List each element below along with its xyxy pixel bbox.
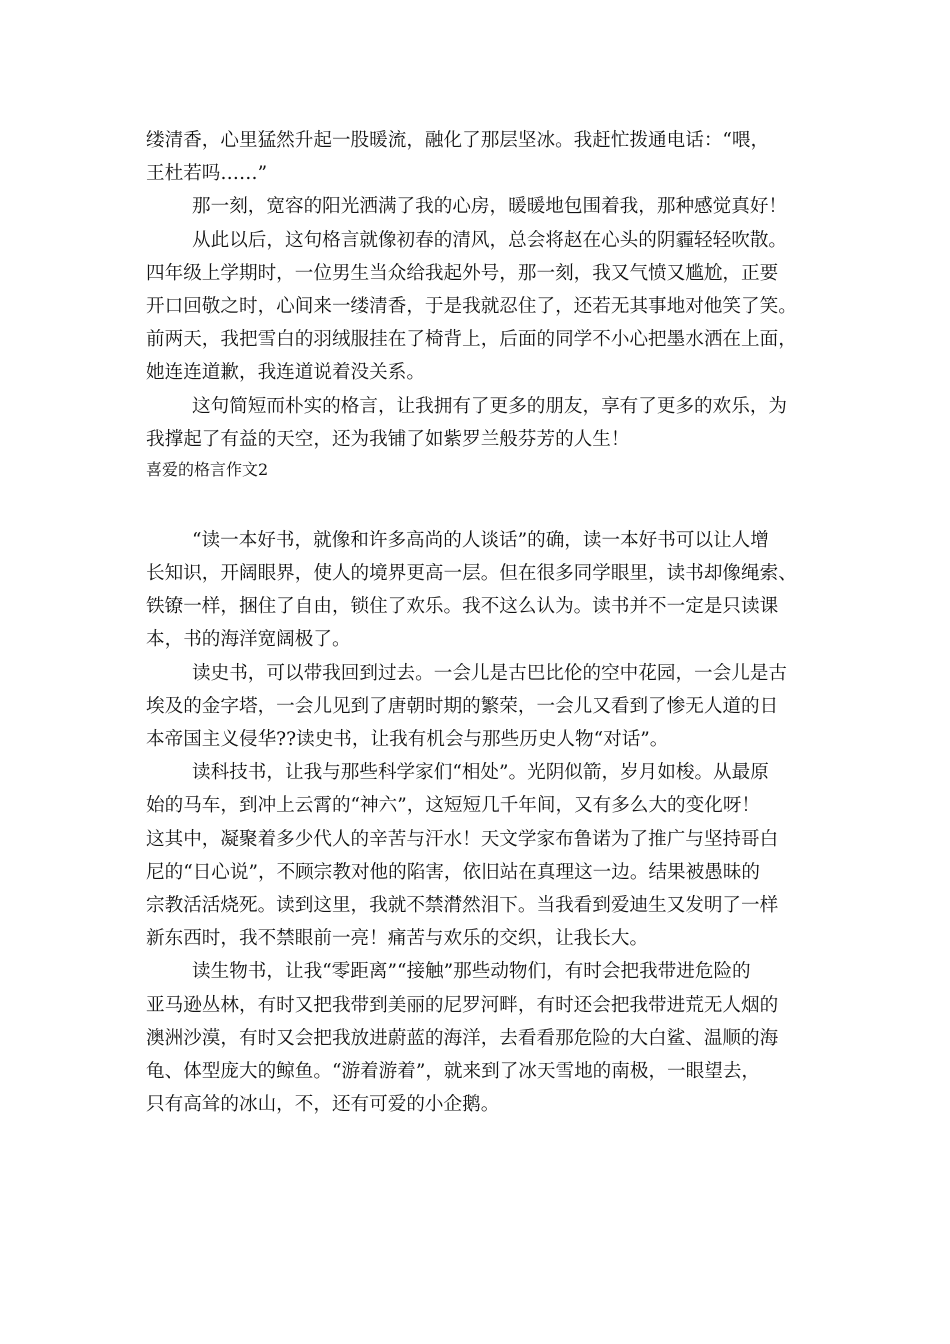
text-line: 本帝国主义侵华??读史书，让我有机会与那些历史人物“对话”。 [146,729,669,750]
text-line: 本，书的海洋宽阔极了。 [146,629,351,651]
text-line: 宗教活活烧死。读到这里，我就不禁潸然泪下。当我看到爱迪生又发明了一样 [146,894,779,916]
text-line: “读一本好书，就像和许多高尚的人谈话”的确，读一本好书可以让人增 [192,529,769,551]
paragraph [146,224,810,390]
blank-line [146,484,810,524]
section-title: 喜爱的格言作文2 [146,459,269,479]
text-line: 新东西时，我不禁眼前一亮！痛苦与欢乐的交织，让我长大。 [146,928,649,950]
text-line: 开口回敬之时，心间来一缕清香，于是我就忍住了，还若无其事地对他笑了笑。 [146,295,797,317]
text-line: 我撑起了有益的天空，还为我铺了如紫罗兰般芬芳的人生！ [146,428,630,450]
paragraph [146,756,810,955]
text-line: 这句简短而朴实的格言，让我拥有了更多的朋友，享有了更多的欢乐，为 [192,395,788,417]
text-line: 四年级上学期时，一位男生当众给我起外号，那一刻，我又气愤又尴尬，正要 [146,262,779,284]
text-line: 那一刻，宽容的阳光洒满了我的心房，暖暖地包围着我，那种感觉真好！ [192,196,788,218]
text-line: 她连连道歉，我连道说着没关系。 [146,362,425,384]
text-line: 从此以后，这句格言就像初春的清风，总会将赵在心头的阴霾轻轻吹散。 [192,229,788,251]
paragraph [146,190,810,223]
text-line: 王杜若吗……” [146,163,268,185]
text-line: 读史书，可以带我回到过去。一会儿是古巴比伦的空中花园，一会儿是古 [192,662,788,684]
paragraph [146,657,810,757]
text-line: 读生物书，让我“零距离”“接触”那些动物们，有时会把我带进危险的 [192,961,751,983]
text-line: 长知识，开阔眼界，使人的境界更高一层。但在很多同学眼里，读书却像绳索、 [146,563,797,585]
text-line: 铁镣一样，捆住了自由，锁住了欢乐。我不这么认为。读书并不一定是只读课 [146,596,779,618]
text-line: 亚马逊丛林，有时又把我带到美丽的尼罗河畔，有时还会把我带进荒无人烟的 [146,994,779,1016]
text-line: 尼的“日心说”，不顾宗教对他的陷害，依旧站在真理这一边。结果被愚昧的 [146,861,761,883]
text-line: 读科技书，让我与那些科学家们“相处”。光阴似箭，岁月如梭。从最原 [192,762,769,784]
text-line: 只有高耸的冰山，不，还有可爱的小企鹅。 [146,1094,500,1116]
text-line: 缕清香，心里猛然升起一股暖流，融化了那层坚冰。我赶忙拨通电话：“喂， [146,130,770,151]
text-line: 澳洲沙漠，有时又会把我放进蔚蓝的海洋，去看看那危险的大白鲨、温顺的海 [146,1027,779,1049]
paragraph [146,124,810,190]
paragraph [146,955,810,1121]
text-line: 前两天，我把雪白的羽绒服挂在了椅背上，后面的同学不小心把墨水洒在上面， [146,329,797,351]
text-line: 龟、体型庞大的鲸鱼。“游着游着”，就来到了冰天雪地的南极，一眼望去， [146,1060,761,1082]
text-line: 这其中，凝聚着多少代人的辛苦与汗水！天文学家布鲁诺为了推广与坚持哥白 [146,828,779,850]
paragraph [146,390,810,456]
text-line: 始的马车，到冲上云霄的“神六”，这短短几千年间，又有多么大的变化呀！ [146,795,761,817]
paragraph [146,524,810,657]
text-line: 埃及的金字塔，一会儿见到了唐朝时期的繁荣，一会儿又看到了惨无人道的日 [146,695,779,717]
document-page [146,124,810,1121]
